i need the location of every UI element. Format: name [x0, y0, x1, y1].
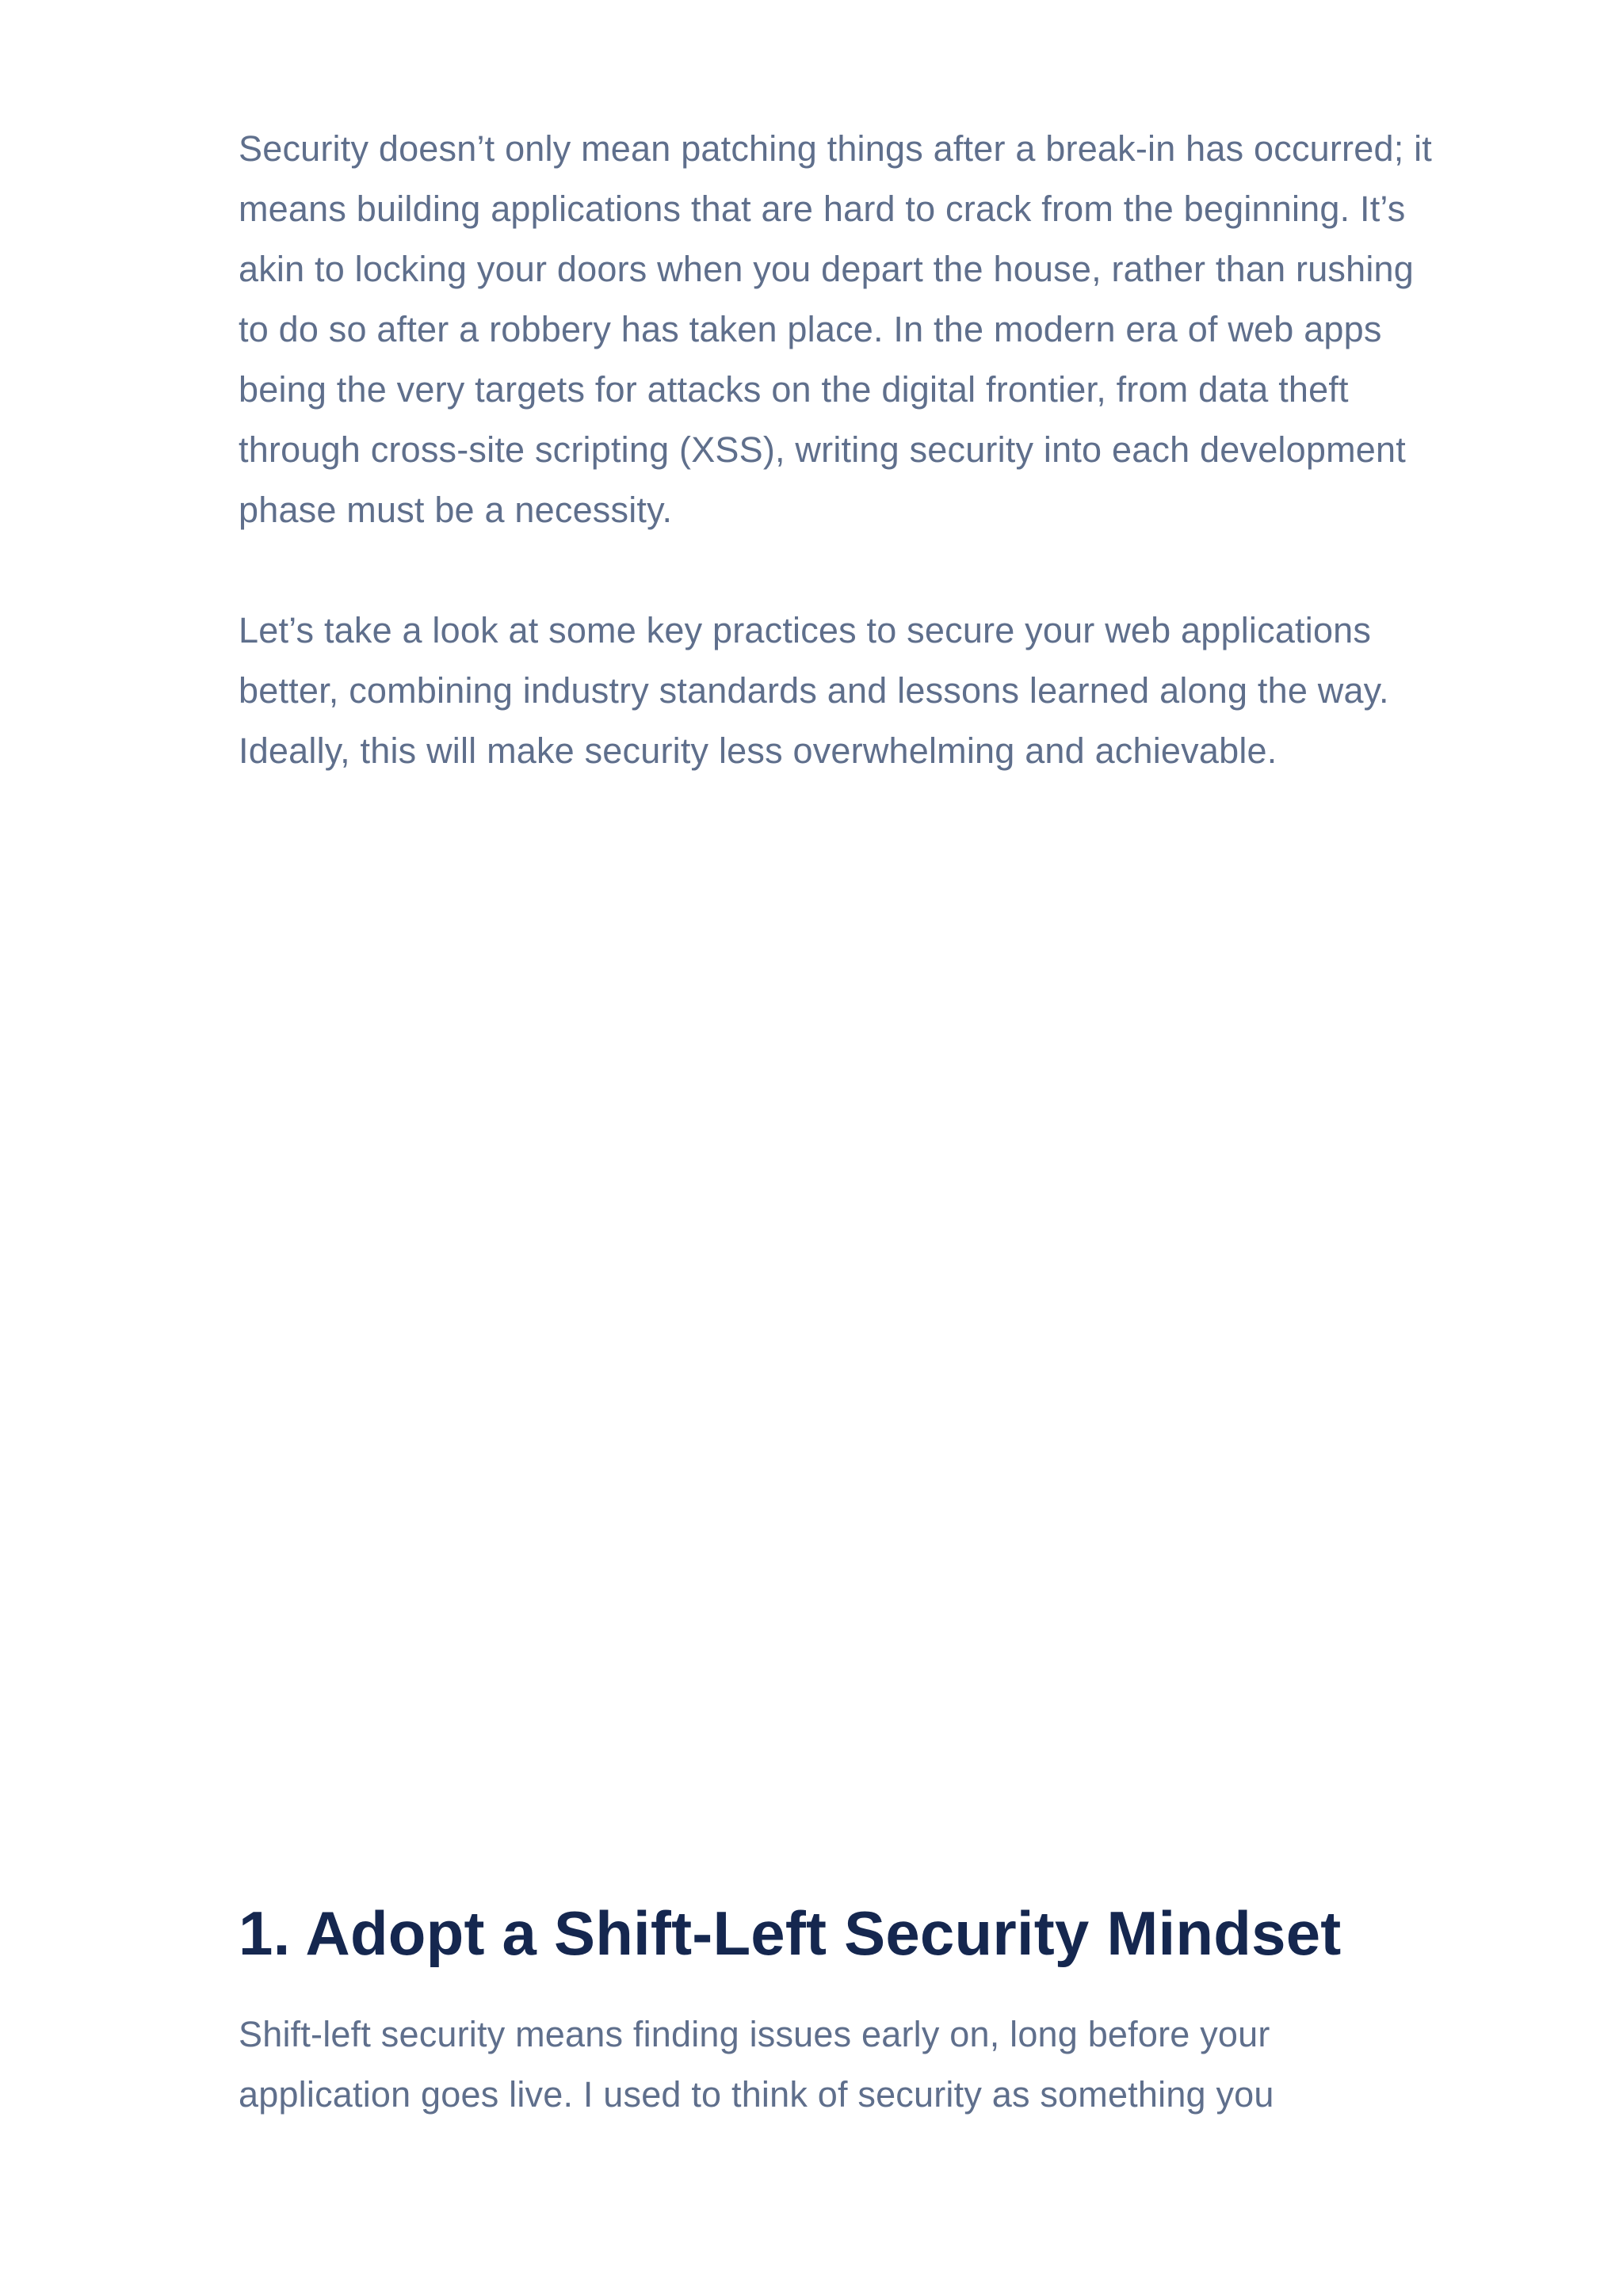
section-shift-left [239, 1894, 1451, 2125]
intro-paragraph-1: Security doesn’t only mean patching things after a break-in has occurred; it means building applications that are hard to crack from the beginning. It’s akin to locking your doors when you depart the house, rather than rushing to do so after a robbery has taken place. In the modern era of web apps being the very targets for attacks on the digital frontier, from data theft through cross-site scripting (XSS), writing security into each development phase must be a necessity. [239, 128, 1433, 530]
intro-paragraph-2: Let’s take a look at some key practices to secure your web applications better, combining industry standards and lessons learned along the way. Ideally, this will make security less overwhelming and achievable. [239, 610, 1389, 771]
blank-content-area [239, 871, 1451, 1822]
article-intro [239, 119, 1451, 781]
section-heading: 1. Adopt a Shift-Left Security Mindset [239, 1898, 1342, 1968]
section-paragraph: Shift-left security means finding issues early on, long before your application goes live. I used to think of security as something you [239, 2014, 1274, 2115]
